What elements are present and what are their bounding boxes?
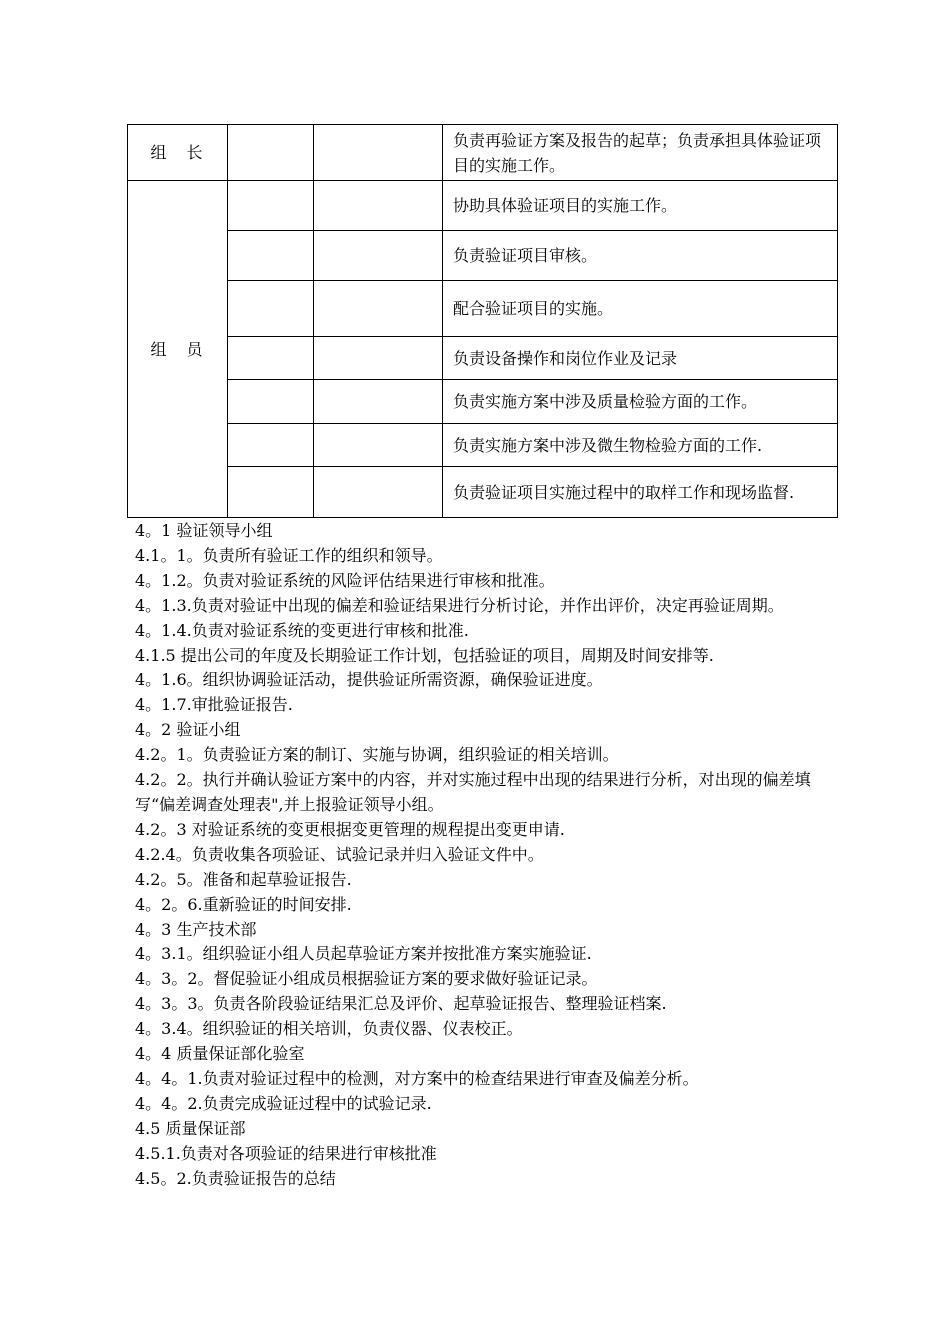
- blank-cell: [314, 380, 443, 424]
- responsibilities-text: [135, 519, 845, 1191]
- paragraph: 4。3。3。负责各阶段验证结果汇总及评价、起草验证报告、整理验证档案.: [135, 994, 667, 1014]
- member-role-cell: 组 员: [128, 181, 228, 518]
- blank-cell: [314, 337, 443, 380]
- paragraph: 4.2。3 对验证系统的变更根据变更管理的规程提出变更申请.: [135, 819, 565, 839]
- section-heading: 4.5 质量保证部: [135, 1118, 246, 1138]
- blank-cell: [228, 467, 314, 518]
- blank-cell: [314, 181, 443, 231]
- blank-cell: [228, 281, 314, 337]
- paragraph: 4.1。1。负责所有验证工作的组织和领导。: [135, 545, 443, 565]
- paragraph: 4。4。1.负责对验证过程中的检测，对方案中的检查结果进行审查及偏差分析。: [135, 1068, 699, 1088]
- paragraph: 4。1.3.负责对验证中出现的偏差和验证结果进行分析讨论，并作出评价，决定再验证周期。: [135, 595, 784, 615]
- blank-cell: [228, 337, 314, 380]
- paragraph: 4.2。1。负责验证方案的制订、实施与协调，组织验证的相关培训。: [135, 745, 619, 765]
- paragraph: 4.2.4。负责收集各项验证、试验记录并归入验证文件中。: [135, 844, 544, 864]
- validation-roles-table: [127, 124, 838, 518]
- blank-cell: [228, 181, 314, 231]
- section-heading: 4。2 验证小组: [135, 720, 241, 740]
- member-duty-cell: 配合验证项目的实施。: [443, 281, 838, 337]
- blank-cell: [228, 231, 314, 281]
- paragraph: 4。1.2。负责对验证系统的风险评估结果进行审核和批准。: [135, 570, 555, 590]
- blank-cell: [314, 231, 443, 281]
- table-row-member: [128, 424, 838, 467]
- paragraph: 4。3。2。督促验证小组成员根据验证方案的要求做好验证记录。: [135, 969, 598, 989]
- blank-cell: [228, 424, 314, 467]
- paragraph: 4.2。2。执行并确认验证方案中的内容，并对实施过程中出现的结果进行分析，对出现的偏差填写“偏差调查处理表",并上报验证领导小组。: [135, 770, 811, 814]
- leader-duty-cell: 负责再验证方案及报告的起草；负责承担具体验证项目的实施工作。: [443, 125, 838, 181]
- member-duty-cell: 负责验证项目审核。: [443, 231, 838, 281]
- table-row-member: [128, 337, 838, 380]
- blank-cell: [314, 281, 443, 337]
- leader-role-cell: 组 长: [128, 125, 228, 181]
- blank-cell: [228, 380, 314, 424]
- section-heading: 4。1 验证领导小组: [135, 521, 273, 540]
- paragraph: 4.2。5。准备和起草验证报告.: [135, 869, 352, 889]
- table-row-member: [128, 467, 838, 518]
- paragraph: 4。3.4。组织验证的相关培训，负责仪器、仪表校正。: [135, 1019, 523, 1039]
- table-row-member: [128, 181, 838, 231]
- table-row-leader: [128, 125, 838, 181]
- member-duty-cell: 负责验证项目实施过程中的取样工作和现场监督.: [443, 467, 838, 518]
- blank-cell: [228, 125, 314, 181]
- paragraph: 4。3.1。组织验证小组人员起草验证方案并按批准方案实施验证.: [135, 944, 592, 964]
- paragraph: 4。1.6。组织协调验证活动，提供验证所需资源，确保验证进度。: [135, 670, 603, 690]
- table-row-member: [128, 281, 838, 337]
- paragraph: 4。1.7.审批验证报告.: [135, 695, 293, 715]
- member-duty-cell: 协助具体验证项目的实施工作。: [443, 181, 838, 231]
- member-duty-cell: 负责实施方案中涉及质量检验方面的工作。: [443, 380, 838, 424]
- table-row-member: [128, 380, 838, 424]
- paragraph: 4。2。6.重新验证的时间安排.: [135, 894, 352, 914]
- paragraph: 4.5.1.负责对各项验证的结果进行审核批准: [135, 1143, 437, 1163]
- blank-cell: [314, 125, 443, 181]
- paragraph: 4。4。2.负责完成验证过程中的试验记录.: [135, 1093, 432, 1113]
- paragraph: 4.1.5 提出公司的年度及长期验证工作计划，包括验证的项目，周期及时间安排等.: [135, 645, 714, 665]
- section-heading: 4。3 生产技术部: [135, 919, 257, 939]
- paragraph: 4.5。2.负责验证报告的总结: [135, 1168, 336, 1188]
- member-duty-cell: 负责实施方案中涉及微生物检验方面的工作.: [443, 424, 838, 467]
- paragraph: 4。1.4.负责对验证系统的变更进行审核和批准.: [135, 620, 469, 640]
- member-duty-cell: 负责设备操作和岗位作业及记录: [443, 337, 838, 380]
- table-row-member: [128, 231, 838, 281]
- blank-cell: [314, 467, 443, 518]
- section-heading: 4。4 质量保证部化验室: [135, 1044, 305, 1064]
- blank-cell: [314, 424, 443, 467]
